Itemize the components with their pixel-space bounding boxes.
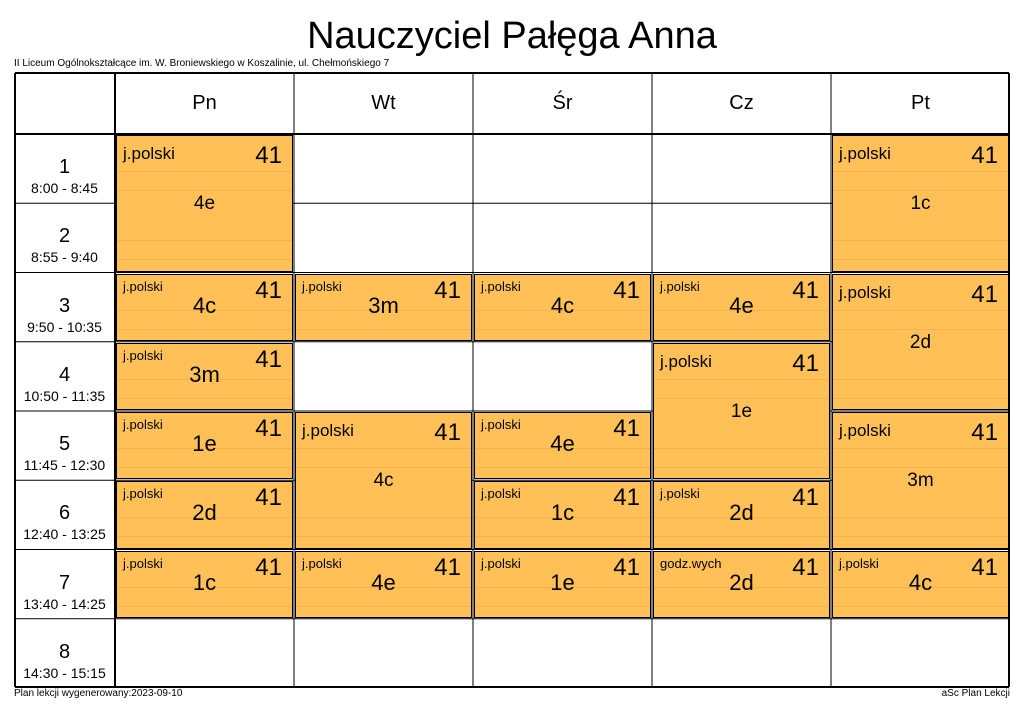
lesson-stripe (833, 398, 1008, 399)
period-label (14, 342, 115, 411)
lesson-room: 41 (434, 276, 461, 304)
lesson-stripe (296, 448, 471, 449)
lesson-stripe (475, 329, 650, 330)
lesson-room: 41 (613, 553, 640, 581)
lesson-room: 41 (613, 484, 640, 512)
lesson-card[interactable] (295, 551, 472, 618)
lesson-subject: j.polski (302, 421, 354, 440)
lesson-stripe (654, 379, 829, 380)
lesson-card[interactable] (295, 412, 472, 549)
lesson-subject: j.polski (123, 278, 163, 294)
period-number: 5 (58, 433, 71, 455)
day-header: Pt (911, 91, 930, 114)
period-number: 1 (58, 156, 71, 178)
lesson-stripe (296, 536, 471, 537)
lesson-room: 41 (613, 415, 640, 442)
lesson-subject: j.polski (481, 486, 521, 502)
lesson-subject: j.polski (481, 555, 521, 571)
lesson-stripe (117, 467, 292, 468)
lesson-card[interactable] (832, 551, 1009, 618)
lesson-card[interactable] (832, 412, 1009, 549)
lesson-room: 41 (613, 276, 640, 304)
lesson-card[interactable] (653, 481, 830, 548)
period-number: 7 (58, 571, 71, 594)
lesson-card[interactable] (832, 135, 1009, 272)
lesson-subject: j.polski (839, 555, 879, 571)
period-number: 6 (58, 502, 71, 525)
lesson-stripe (117, 259, 292, 260)
period-label (14, 480, 115, 549)
lesson-class: 1e (192, 431, 217, 456)
lesson-class: 2d (909, 331, 932, 353)
lesson-stripe (833, 606, 1008, 607)
lesson-class: 1c (910, 193, 931, 215)
period-label (14, 619, 115, 688)
period-time: 9:50 - 10:35 (27, 318, 102, 335)
lesson-subject: j.polski (839, 282, 891, 302)
lesson-stripe (475, 606, 650, 607)
lesson-room: 41 (971, 280, 998, 308)
lesson-card[interactable] (832, 274, 1009, 411)
period-time: 12:40 - 13:25 (23, 526, 106, 543)
lesson-subject: j.polski (123, 144, 175, 163)
period-time: 10:50 - 11:35 (23, 387, 106, 404)
lesson-card[interactable] (116, 274, 293, 341)
lesson-stripe (654, 536, 829, 537)
lesson-stripe (833, 379, 1008, 380)
lesson-subject: j.polski (123, 555, 163, 571)
period-label (14, 134, 115, 203)
lesson-stripe (833, 517, 1008, 518)
lesson-class: 4c (373, 470, 394, 492)
lesson-room: 41 (792, 276, 819, 304)
lesson-subject: j.polski (481, 417, 521, 432)
lesson-stripe (117, 329, 292, 330)
lesson-room: 41 (971, 553, 998, 581)
period-number: 2 (58, 225, 71, 248)
lesson-class: 1e (550, 569, 575, 595)
lesson-room: 41 (255, 553, 282, 581)
lesson-subject: j.polski (302, 555, 342, 571)
lesson-room: 41 (971, 142, 998, 169)
period-time: 8:00 - 8:45 (31, 180, 98, 196)
lesson-card[interactable] (653, 551, 830, 618)
period-time: 13:40 - 14:25 (23, 595, 106, 612)
lesson-class: 3m (189, 361, 220, 387)
lesson-class: 4c (550, 292, 575, 318)
lesson-stripe (833, 259, 1008, 260)
lesson-class: 1c (192, 569, 217, 595)
lesson-card[interactable] (116, 481, 293, 548)
lesson-room: 41 (792, 349, 819, 377)
lesson-card[interactable] (116, 412, 293, 479)
lesson-card[interactable] (474, 412, 651, 479)
period-label (14, 273, 115, 342)
lesson-subject: j.polski (660, 351, 712, 371)
lesson-stripe (296, 517, 471, 518)
lesson-class: 4c (908, 569, 933, 595)
lesson-stripe (654, 448, 829, 449)
period-time: 11:45 - 12:30 (23, 457, 106, 473)
period-time: 8:55 - 9:40 (31, 249, 98, 266)
day-header: Śr (552, 91, 573, 114)
lesson-class: 2d (729, 569, 754, 595)
lesson-class: 3m (368, 292, 399, 318)
lesson-card[interactable] (474, 551, 651, 618)
lesson-stripe (833, 240, 1008, 241)
lesson-stripe (117, 398, 292, 399)
lesson-class: 4e (550, 431, 575, 456)
lesson-card[interactable] (295, 274, 472, 341)
lesson-subject: j.polski (123, 347, 163, 363)
lesson-class: 4c (192, 292, 217, 318)
lesson-class: 4e (371, 569, 396, 595)
lesson-card[interactable] (653, 274, 830, 341)
lesson-class: 3m (907, 470, 934, 492)
lesson-room: 41 (255, 415, 282, 442)
lesson-stripe (117, 606, 292, 607)
lesson-subject: j.polski (123, 486, 163, 502)
lesson-room: 41 (255, 276, 282, 304)
lesson-subject: j.polski (123, 417, 163, 432)
period-number: 8 (58, 640, 71, 663)
page-title: Nauczyciel Pałęga Anna (307, 15, 717, 57)
lesson-room: 41 (971, 419, 998, 446)
period-time: 14:30 - 15:15 (23, 664, 106, 681)
lesson-stripe (117, 536, 292, 537)
lesson-stripe (833, 310, 1008, 311)
lesson-stripe (117, 240, 292, 241)
lesson-subject: j.polski (839, 144, 891, 163)
lesson-class: 1e (730, 401, 753, 422)
lesson-class: 4e (193, 193, 216, 215)
lesson-subject: j.polski (839, 421, 891, 440)
lesson-card[interactable] (653, 343, 830, 480)
lesson-class: 1c (550, 500, 575, 526)
lesson-subject: j.polski (660, 486, 700, 502)
lesson-class: 2d (729, 500, 754, 526)
lesson-card[interactable] (116, 551, 293, 618)
lesson-room: 41 (434, 553, 461, 581)
period-number: 4 (58, 363, 71, 386)
generated-date: Plan lekcji wygenerowany:2023-09-10 (14, 688, 183, 699)
lesson-stripe (117, 171, 292, 172)
lesson-subject: godz.wych (660, 555, 722, 571)
lesson-card[interactable] (116, 343, 293, 410)
lesson-subject: j.polski (302, 278, 342, 294)
lesson-card[interactable] (474, 274, 651, 341)
lesson-stripe (296, 606, 471, 607)
lesson-stripe (833, 448, 1008, 449)
lesson-stripe (833, 171, 1008, 172)
lesson-card[interactable] (116, 135, 293, 272)
day-header: Wt (371, 91, 396, 114)
period-label (14, 411, 115, 480)
lesson-card[interactable] (474, 481, 651, 548)
lesson-room: 41 (255, 345, 282, 373)
lesson-room: 41 (434, 419, 461, 446)
period-number: 3 (58, 294, 71, 317)
lesson-subject: j.polski (660, 278, 700, 294)
lesson-stripe (475, 536, 650, 537)
lesson-stripe (654, 329, 829, 330)
lesson-stripe (475, 467, 650, 468)
lesson-class: 4e (729, 292, 754, 318)
lesson-room: 41 (792, 553, 819, 581)
lesson-stripe (833, 536, 1008, 537)
lesson-room: 41 (255, 484, 282, 512)
day-header: Pn (192, 91, 217, 114)
lesson-stripe (654, 606, 829, 607)
lesson-class: 2d (192, 500, 217, 526)
day-header: Cz (729, 91, 754, 114)
lesson-room: 41 (255, 142, 282, 169)
timetable-grid (14, 72, 1010, 688)
lesson-stripe (654, 467, 829, 468)
period-label (14, 203, 115, 272)
lesson-stripe (296, 329, 471, 330)
lesson-subject: j.polski (481, 278, 521, 294)
lesson-room: 41 (792, 484, 819, 512)
period-label (14, 550, 115, 619)
software-credit: aSc Plan Lekcji (941, 688, 1010, 699)
school-name: II Liceum Ogólnokształcące im. W. Broniewskiego w Koszalinie, ul. Chełmońskiego 7 (14, 58, 390, 69)
